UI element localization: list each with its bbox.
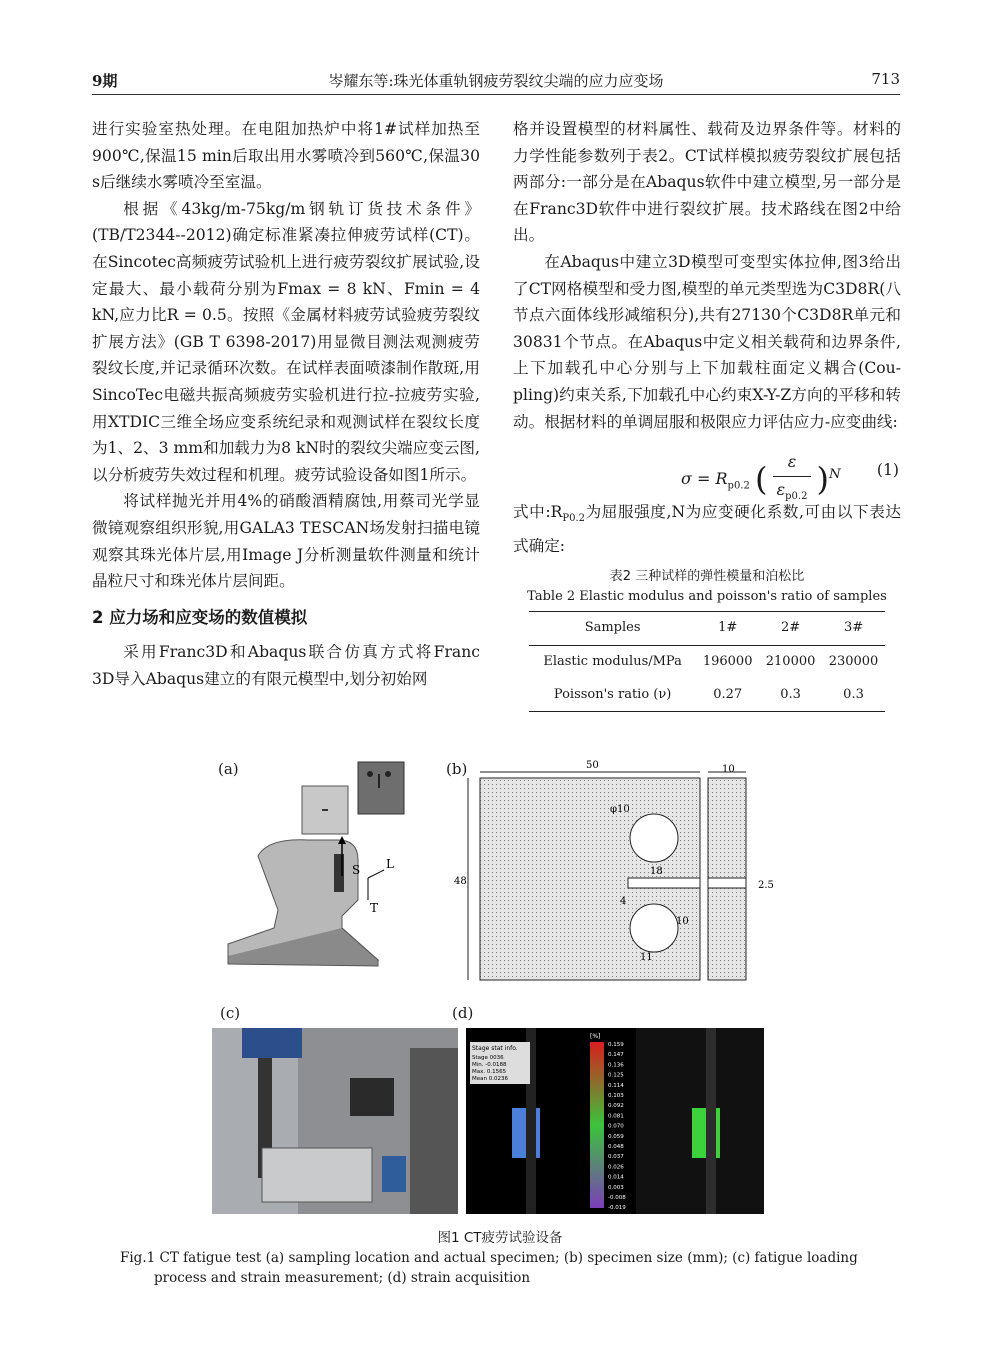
scale-tick-label: 0.048 (608, 1144, 624, 1150)
scale-tick-label: 0.037 (608, 1154, 624, 1161)
scale-tick-label: 0.159 (608, 1042, 624, 1048)
stat-row: Stage 0036 (472, 1055, 504, 1061)
table-row: Elastic modulus/MPa 196000 210000 230000 (543, 654, 879, 670)
svg-text:18: 18 (650, 866, 663, 877)
right-column (513, 116, 901, 712)
paragraph: 格并设置模型的材料属性、载荷及边界条件等。材料的力学性能参数列于表2。CT试样模拟疲劳裂纹扩展包括两部分:一部分是在Abaqus软件中建立模型,另一部分是在Franc3D软件中进行裂纹扩展。技术路线在图2中给出。 (513, 120, 901, 245)
scale-tick-label: -0.019 (608, 1205, 626, 1212)
axis-l-label: L (386, 857, 394, 871)
scale-tick-label: 0.114 (608, 1082, 624, 1089)
equation-1: $\sigma = R_{p0.2}$ ( $\frac{\varepsilon}{\varepsilon_{p0.2}}$ )$^N$ (1) (513, 441, 901, 493)
stat-row: Mean 0.0236 (472, 1076, 508, 1082)
scale-tick-label: 0.026 (608, 1164, 624, 1171)
specimen-dimension-drawing (440, 760, 800, 990)
svg-text:50: 50 (586, 760, 599, 771)
scale-tick-label: 0.147 (608, 1052, 624, 1059)
scale-tick-label: 0.136 (608, 1062, 624, 1069)
figure-caption: 图1 CT疲劳试验设备 Fig.1 CT fatigue test (a) sampling location and actual specimen; (b) specimen size (mm); (c) fatigue loading process and strain measurement; (d) strain acquisition (120, 1230, 858, 1286)
paragraph: 将试样抛光并用4%的硝酸酒精腐蚀,用蔡司光学显微镜观察组织形貌,用GALA3 TESCAN场发射扫描电镜观察其珠光体片层,用Image J分析测量软件测量和统计晶粒尺寸和珠光体片层间距。 (92, 492, 480, 591)
scale-tick-label: 0.081 (608, 1113, 624, 1120)
equation-number: (1) (876, 461, 899, 480)
issue-number: 9期 (92, 72, 118, 90)
svg-text:10: 10 (722, 764, 735, 775)
table-2 (529, 611, 885, 712)
paragraph: 采用Franc3D和Abaqus联合仿真方式将Franc 3D导入Abaqus建立的有限元模型中,划分初始网 (92, 643, 480, 688)
svg-text:Stage stat info.: Stage stat info. (472, 1045, 518, 1052)
scale-unit: [%] (590, 1033, 601, 1040)
svg-text:48: 48 (454, 876, 467, 887)
fig-label-a: (a) (218, 760, 239, 778)
table-caption: 表2 三种试样的弹性模量和泊松比 Table 2 Elastic modulus and poisson's ratio of samples (527, 569, 887, 605)
axis-t-label: T (370, 901, 379, 915)
scale-tick-label: 0.003 (608, 1184, 624, 1191)
paragraph: 在Abaqus中建立3D模型可变型实体拉伸,图3给出了CT网格模型和受力图,模型的单元类型选为C3D8R(八节点六面体线形减缩积分),共有27130个C3D8R单元和30831个节点。在Abaqus中定义相关载荷和边界条件,上下加载孔中心分别与上下加载柱面定义耦合(Cou-pling)约束关系,下加载孔中心约束X-Y-Z方向的平移和转动。根据材料的单调屈服和极限应力评估应力-应变曲线: (513, 252, 901, 431)
table-row: Poisson's ratio (ν) 0.27 0.3 0.3 (529, 679, 885, 712)
scale-tick-label: 0.103 (608, 1093, 624, 1099)
svg-text:φ10: φ10 (610, 804, 630, 815)
paragraph: 式中$:R_{P0.2}$为屈服强度,N为应变硬化系数,可由以下表达式确定: (513, 503, 901, 555)
page-header (92, 68, 900, 95)
fig-label-b: (b) (446, 760, 468, 778)
svg-text:11: 11 (640, 952, 653, 963)
fig-label-c: (c) (220, 1004, 241, 1022)
fatigue-test-photo (212, 1028, 458, 1214)
svg-text:2.5: 2.5 (758, 880, 774, 891)
paragraph: 根据《43kg/m-75kg/m钢轨订货技术条件》(TB/T2344--2012)确定标准紧凑拉伸疲劳试样(CT)。在Sincotec高频疲劳试验机上进行疲劳裂纹扩展试验,设定最大、最小载荷分别为Fmax = 8 kN、Fmin = 4 kN,应力比R = 0.5。按照《金属材料疲劳试验疲劳裂纹扩展方法》(GB T 6398-2017)用显微目测法观测疲劳裂纹长度,并记录循环次数。在试样表面喷漆制作散斑,用SincoTec电磁共振高频疲劳实验机进行拉-拉疲劳实验,用XTDIC三维全场应变系统纪录和观测试样在裂纹长度为1、2、3 mm和加载力为8 kN时的裂纹尖端应变云图,以分析疲劳失效过程和机理。疲劳试验设备如图1所示。 (92, 199, 480, 484)
fig-label-d: (d) (452, 1004, 474, 1022)
scale-tick-label: 0.125 (608, 1072, 624, 1079)
left-column (92, 116, 480, 692)
stat-row: Max. 0.1565 (472, 1069, 507, 1075)
axis-s-label: S (352, 863, 361, 877)
svg-text:10: 10 (676, 916, 689, 927)
strain-acquisition-screen (466, 1028, 764, 1214)
scale-tick-label: 0.014 (608, 1174, 624, 1181)
running-title: 岑耀东等:珠光体重轨钢疲劳裂纹尖端的应力应变场 (328, 72, 664, 90)
scale-tick-label: 0.092 (608, 1103, 624, 1110)
paragraph: 进行实验室热处理。在电阻加热炉中将1#试样加热至900℃,保温15 min后取出用水雾喷冷到560℃,保温30 s后继续水雾喷冷至室温。 (92, 120, 480, 192)
page-number: 713 (871, 70, 900, 88)
scale-tick-label: 0.070 (608, 1123, 624, 1130)
rail-sampling-diagram (218, 760, 438, 990)
section-title: 2 应力场和应变场的数值模拟 (92, 607, 308, 627)
svg-text:4: 4 (620, 896, 627, 907)
table-header-row: Samples 1# 2# 3# (529, 612, 885, 646)
scale-tick-label: 0.059 (608, 1133, 624, 1140)
scale-tick-label: -0.008 (608, 1195, 626, 1201)
stat-row: Min. -0.0188 (472, 1062, 507, 1068)
